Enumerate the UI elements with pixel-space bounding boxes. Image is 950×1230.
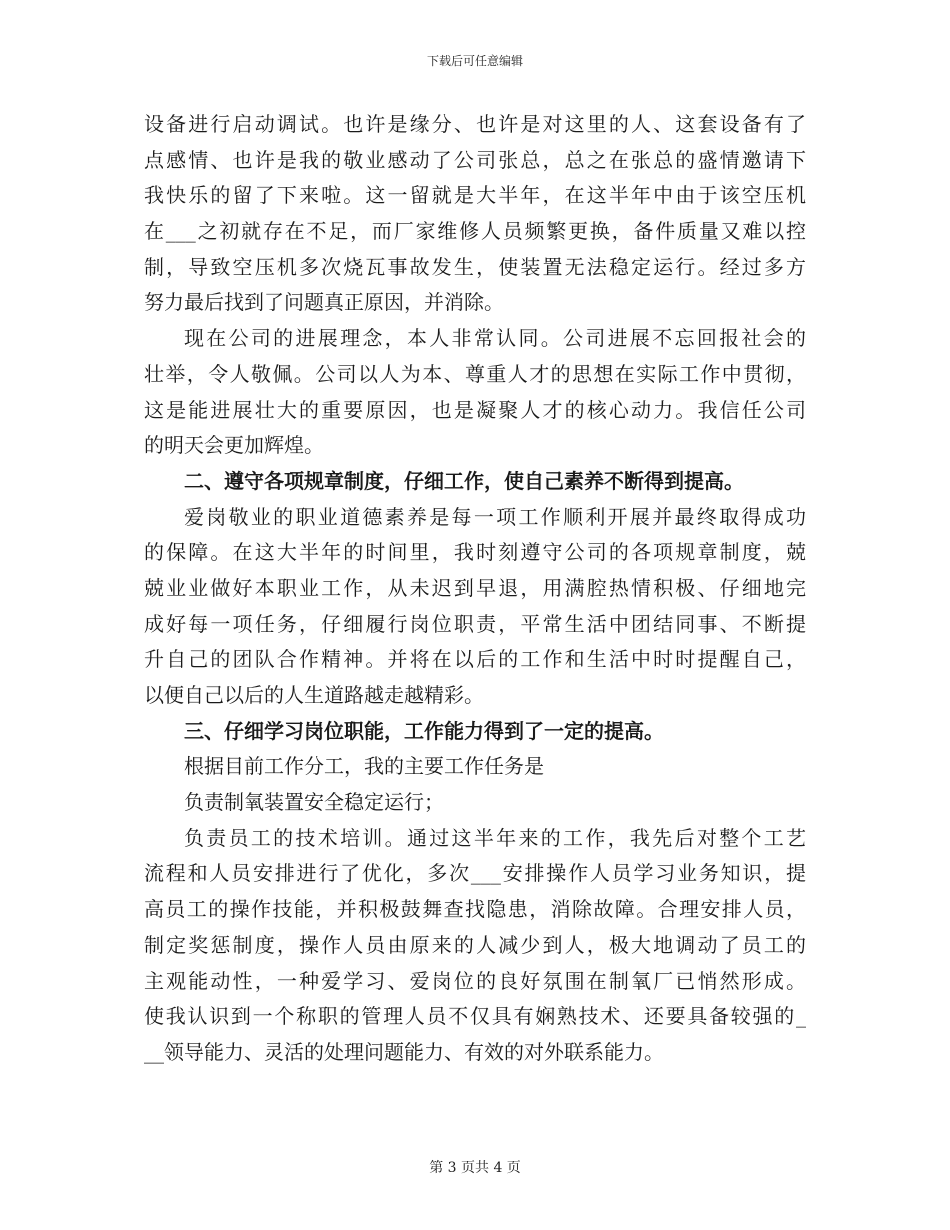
text-line: 制定奖惩制度，操作人员由原来的人减少到人，极大地调动了员工的 (144, 932, 806, 957)
text-line: 这是能进展壮大的重要原因，也是凝聚人才的核心动力。我信任公司 (144, 397, 806, 422)
text-line: 的保障。在这大半年的时间里，我时刻遵守公司的各项规章制度，兢 (144, 540, 806, 565)
text-line: 流程和人员安排进行了优化，多次___安排操作人员学习业务知识，提 (144, 861, 806, 886)
text-line: 二、遵守各项规章制度，仔细工作，使自己素养不断得到提高。 (184, 468, 744, 493)
text-line: 负责员工的技术培训。通过这半年来的工作，我先后对整个工艺 (184, 825, 806, 850)
text-line: 爱岗敬业的职业道德素养是每一项工作顺利开展并最终取得成功 (184, 504, 806, 529)
text-line: 的明天会更加辉煌。 (144, 433, 324, 458)
paragraph (144, 321, 806, 464)
text-line: 负责制氧装置安全稳定运行； (184, 790, 444, 815)
paragraph (144, 749, 806, 785)
section-heading (144, 464, 806, 500)
text-line: 点感情、也许是我的敬业感动了公司张总，总之在张总的盛情邀请下 (144, 147, 806, 172)
text-line: 主观能动性，一种爱学习、爱岗位的良好氛围在制氧厂已悄然形成。 (144, 968, 806, 993)
page-footer: 第 3 页共 4 页 (429, 1160, 521, 1176)
section-heading (144, 714, 806, 750)
text-line: 以便自己以后的人生道路越走越精彩。 (144, 683, 484, 707)
text-line: 高员工的操作技能，并积极鼓舞查找隐患，消除故障。合理安排人员， (144, 897, 806, 922)
text-line: 在___之初就存在不足，而厂家维修人员频繁更换，备件质量又难以控 (144, 219, 806, 244)
text-line: 我快乐的留了下来啦。这一留就是大半年，在这半年中由于该空压机 (144, 183, 806, 208)
text-line: 努力最后找到了问题真正原因，并消除。 (144, 290, 504, 315)
paragraph (144, 500, 806, 714)
text-line: 使我认识到一个称职的管理人员不仅具有娴熟技术、还要具备较强的_ (144, 1004, 806, 1029)
text-line: __领导能力、灵活的处理问题能力、有效的对外联系能力。 (144, 1039, 664, 1064)
text-line: 三、仔细学习岗位职能，工作能力得到了一定的提高。 (184, 718, 664, 743)
text-line: 升自己的团队合作精神。并将在以后的工作和生活中时时提醒自己， (144, 647, 806, 672)
text-line: 壮举，令人敬佩。公司以人为本、尊重人才的思想在实际工作中贯彻， (144, 361, 806, 386)
text-line: 现在公司的进展理念，本人非常认同。公司进展不忘回报社会的 (184, 326, 806, 351)
text-line: 兢业业做好本职业工作，从未迟到早退，用满腔热情积极、仔细地完 (144, 575, 806, 600)
text-line: 根据目前工作分工，我的主要工作任务是 (184, 754, 544, 779)
page-header: 下载后可任意编辑 (426, 54, 523, 68)
text-line: 设备进行启动调试。也许是缘分、也许是对这里的人、这套设备有了 (144, 112, 806, 136)
text-line: 成好每一项任务，仔细履行岗位职责，平常生活中团结同事、不断提 (144, 611, 806, 636)
text-line: 制，导致空压机多次烧瓦事故发生，使装置无法稳定运行。经过多方 (144, 254, 806, 279)
paragraph (144, 785, 806, 821)
paragraph (144, 821, 806, 1071)
document-body (144, 107, 806, 1071)
paragraph (144, 107, 806, 321)
